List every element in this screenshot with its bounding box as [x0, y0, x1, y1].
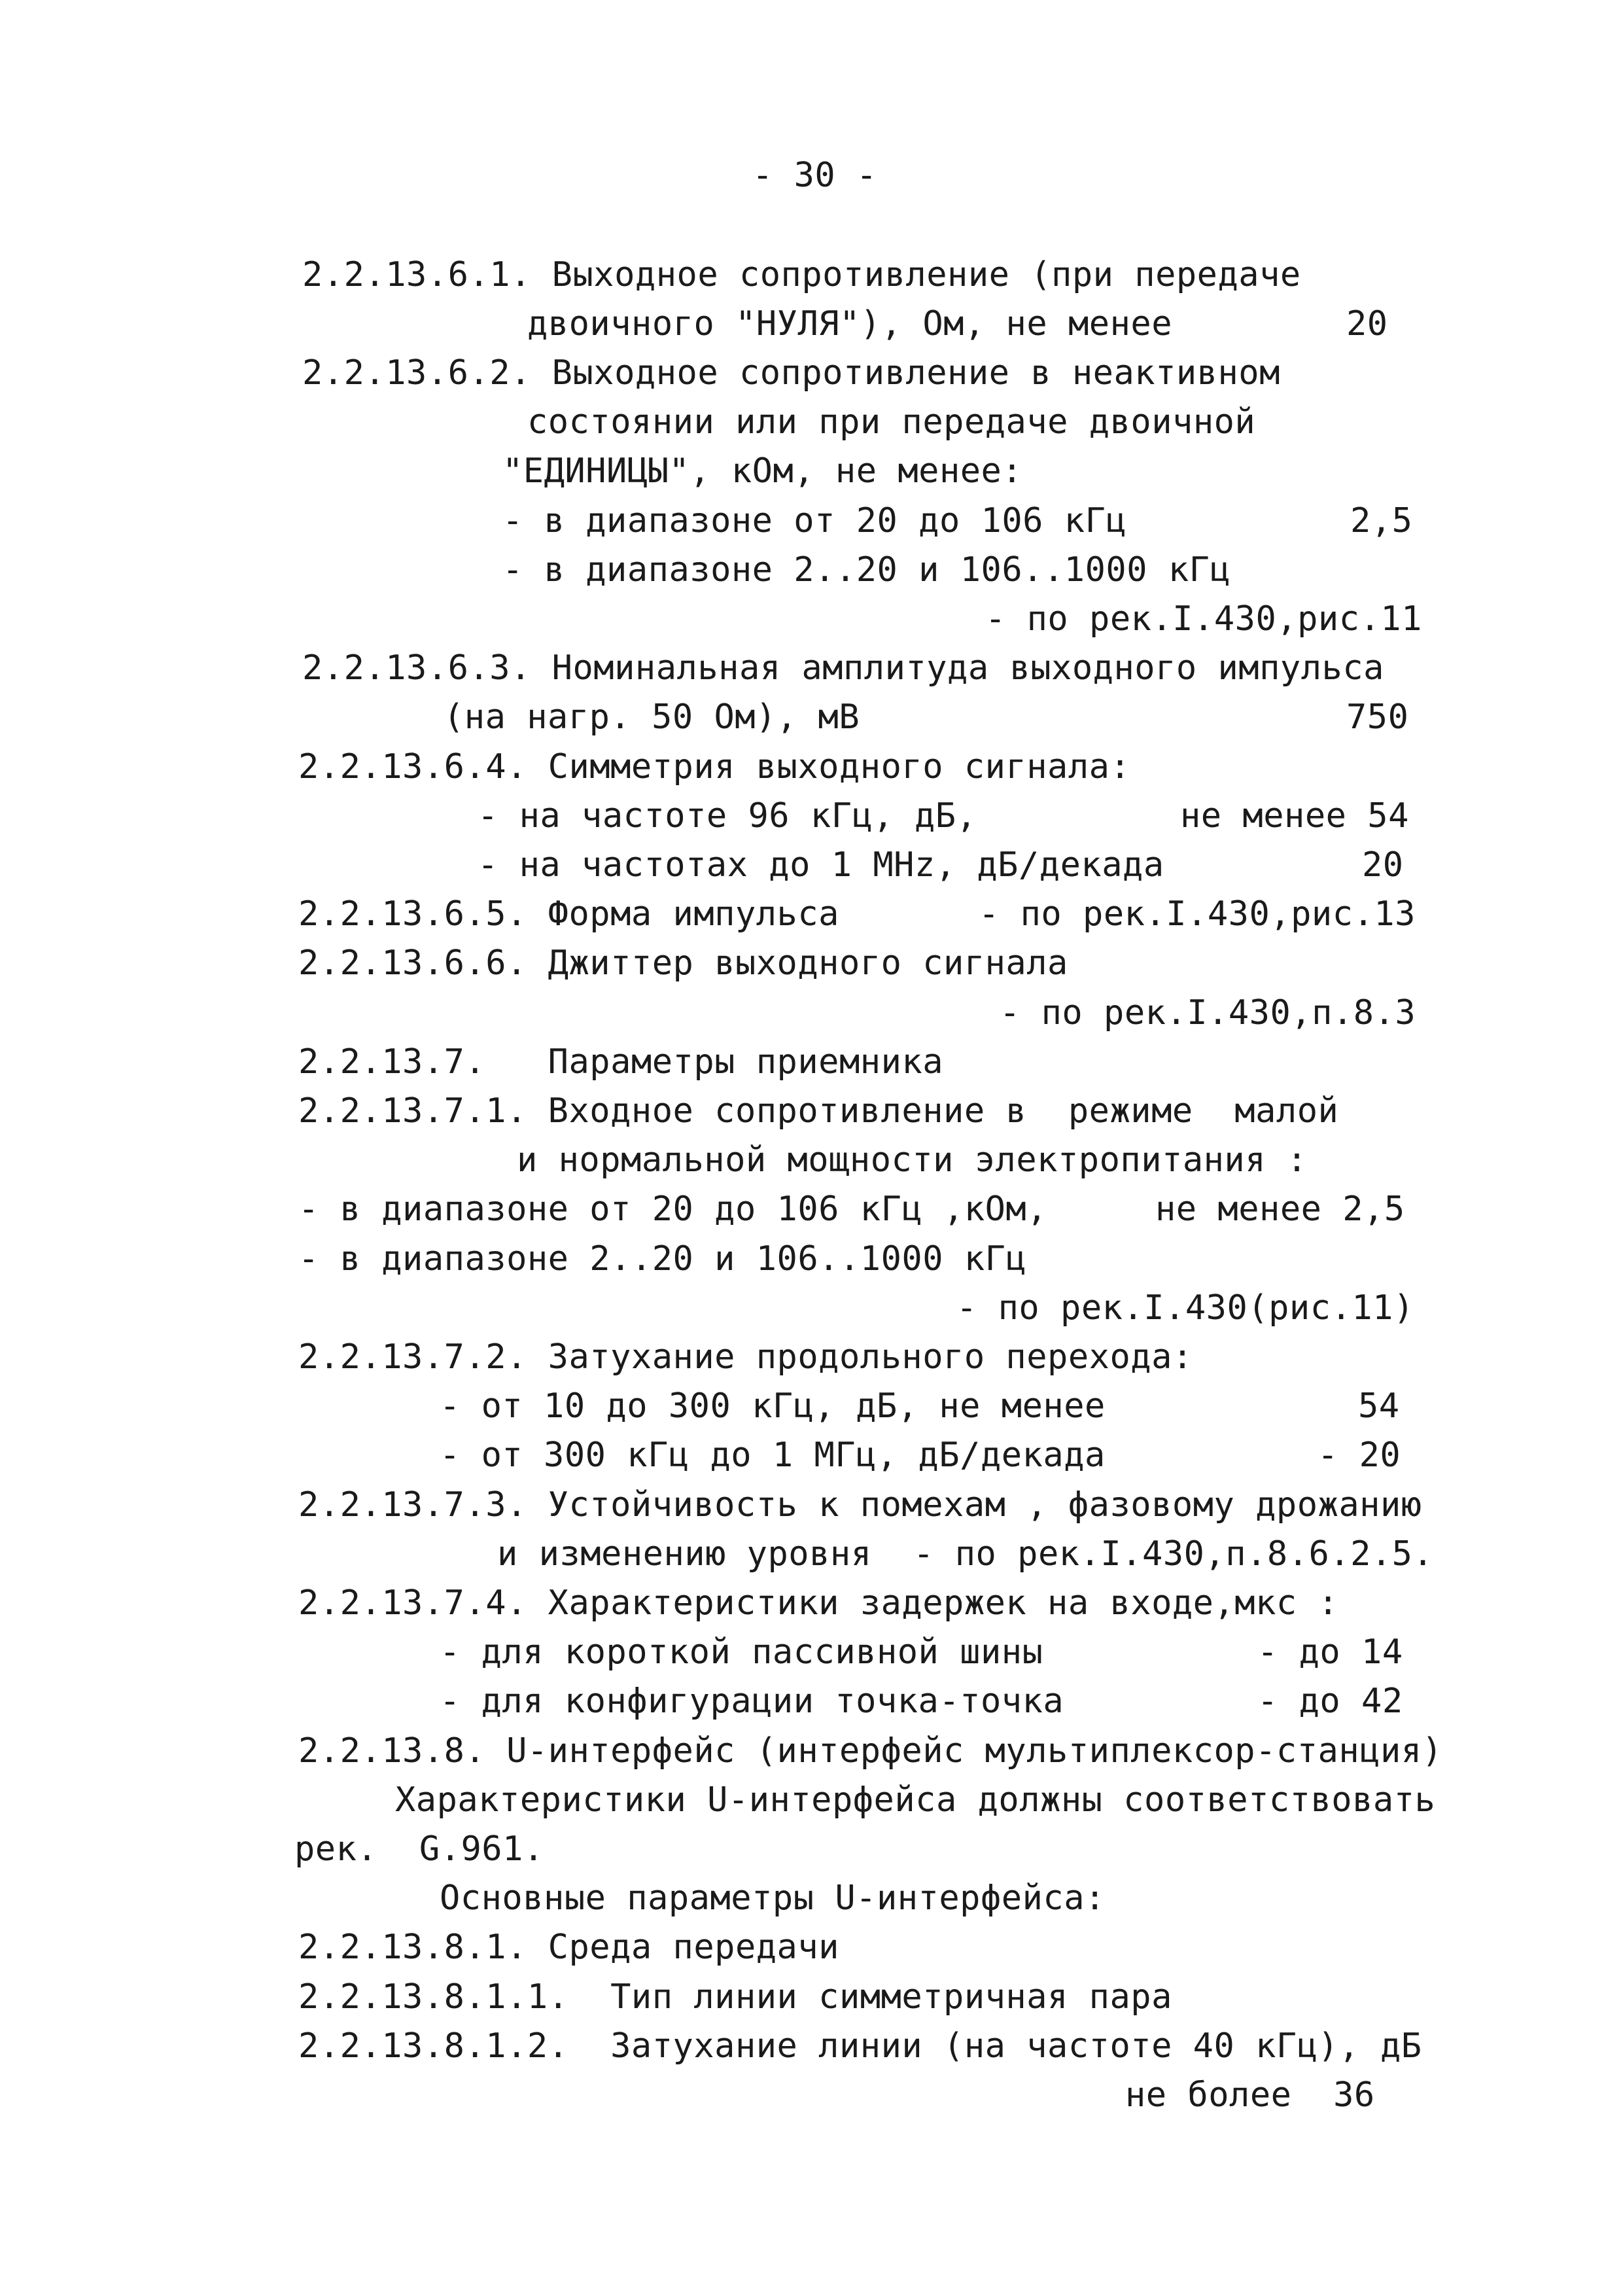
- text-line: - в диапазоне 2..20 и 106..1000 кГц: [502, 550, 1231, 590]
- text-line: 2.2.13.6.3. Номинальная амплитуда выходного импульса: [302, 648, 1384, 688]
- text-line: - по рек.I.430,рис.13: [979, 894, 1416, 934]
- text-line: - в диапазоне 2..20 и 106..1000 кГц: [298, 1239, 1027, 1279]
- text-line: 2.2.13.7.1. Входное сопротивление в режиме малой: [298, 1091, 1339, 1131]
- text-line: 2,5: [1350, 501, 1413, 540]
- text-line: и изменению уровня - по рек.I.430,п.8.6.2.5.: [497, 1534, 1434, 1574]
- text-line: 2.2.13.8.1.1. Тип линии симметричная пара: [298, 1977, 1172, 2017]
- text-line: 2.2.13.6.2. Выходное сопротивление в неактивном: [302, 353, 1280, 393]
- text-line: состоянии или при передаче двоичной: [527, 402, 1256, 442]
- text-line: 2.2.13.7.3. Устойчивость к помехам , фазовому дрожанию: [298, 1485, 1422, 1525]
- text-line: - по рек.I.430,п.8.3: [1000, 993, 1416, 1033]
- text-line: 2.2.13.7.4. Характеристики задержек на входе,мкс :: [298, 1583, 1339, 1623]
- text-line: не менее 2,5: [1155, 1190, 1405, 1229]
- text-line: - от 300 кГц до 1 МГц, дБ/декада: [440, 1436, 1106, 1475]
- text-line: 2.2.13.6.1. Выходное сопротивление (при передаче: [302, 255, 1301, 294]
- page-number: - 30 -: [752, 156, 877, 195]
- text-line: - для короткой пассивной шины: [440, 1633, 1043, 1672]
- text-line: и нормальной мощности электропитания :: [517, 1140, 1308, 1180]
- text-line: 20: [1346, 304, 1388, 344]
- text-line: - в диапазоне от 20 до 106 кГц ,кОм,: [298, 1190, 1048, 1229]
- text-line: - на частотах до 1 MHz, дБ/декада: [478, 845, 1164, 885]
- text-line: - по рек.I.430(рис.11): [956, 1288, 1414, 1328]
- text-line: - на частоте 96 кГц, дБ,: [478, 796, 977, 836]
- text-line: двоичного "НУЛЯ"), Ом, не менее: [527, 304, 1173, 344]
- text-line: 2.2.13.6.5. Форма импульса: [298, 894, 839, 934]
- text-line: рек. G.961.: [294, 1829, 544, 1869]
- text-line: 2.2.13.6.4. Симметрия выходного сигнала:: [298, 747, 1131, 786]
- text-line: Характеристики U-интерфейса должны соответствовать: [395, 1780, 1436, 1820]
- text-line: 2.2.13.7.2. Затухание продольного перехода:: [298, 1337, 1193, 1377]
- text-line: не менее 54: [1180, 796, 1409, 836]
- text-line: Основные параметры U-интерфейса:: [440, 1879, 1106, 1918]
- text-line: "ЕДИНИЦЫ", кОм, не менее:: [502, 451, 1023, 491]
- text-line: - от 10 до 300 кГц, дБ, не менее: [440, 1386, 1106, 1426]
- text-line: (на нагр. 50 Ом), мВ: [444, 698, 860, 737]
- text-line: - для конфигурации точка-точка: [440, 1682, 1064, 1721]
- text-line: 2.2.13.8.1. Среда передачи: [298, 1928, 839, 1967]
- text-line: 20: [1362, 845, 1404, 885]
- text-line: 2.2.13.7. Параметры приемника: [298, 1042, 944, 1082]
- text-line: 2.2.13.8.1.2. Затухание линии (на частоте 40 кГц), дБ: [298, 2026, 1422, 2066]
- text-line: - до 14: [1257, 1633, 1403, 1672]
- text-line: - в диапазоне от 20 до 106 кГц: [502, 501, 1127, 540]
- text-line: 2.2.13.6.6. Джиттер выходного сигнала: [298, 944, 1068, 983]
- text-line: - до 42: [1257, 1682, 1403, 1721]
- text-line: не более 36: [1125, 2075, 1375, 2115]
- text-line: 750: [1346, 698, 1409, 737]
- text-line: 2.2.13.8. U-интерфейс (интерфейс мультиплексор-станция): [298, 1731, 1443, 1771]
- text-line: 54: [1358, 1386, 1400, 1426]
- text-line: - 20: [1318, 1436, 1401, 1475]
- text-line: - по рек.I.430,рис.11: [985, 599, 1422, 639]
